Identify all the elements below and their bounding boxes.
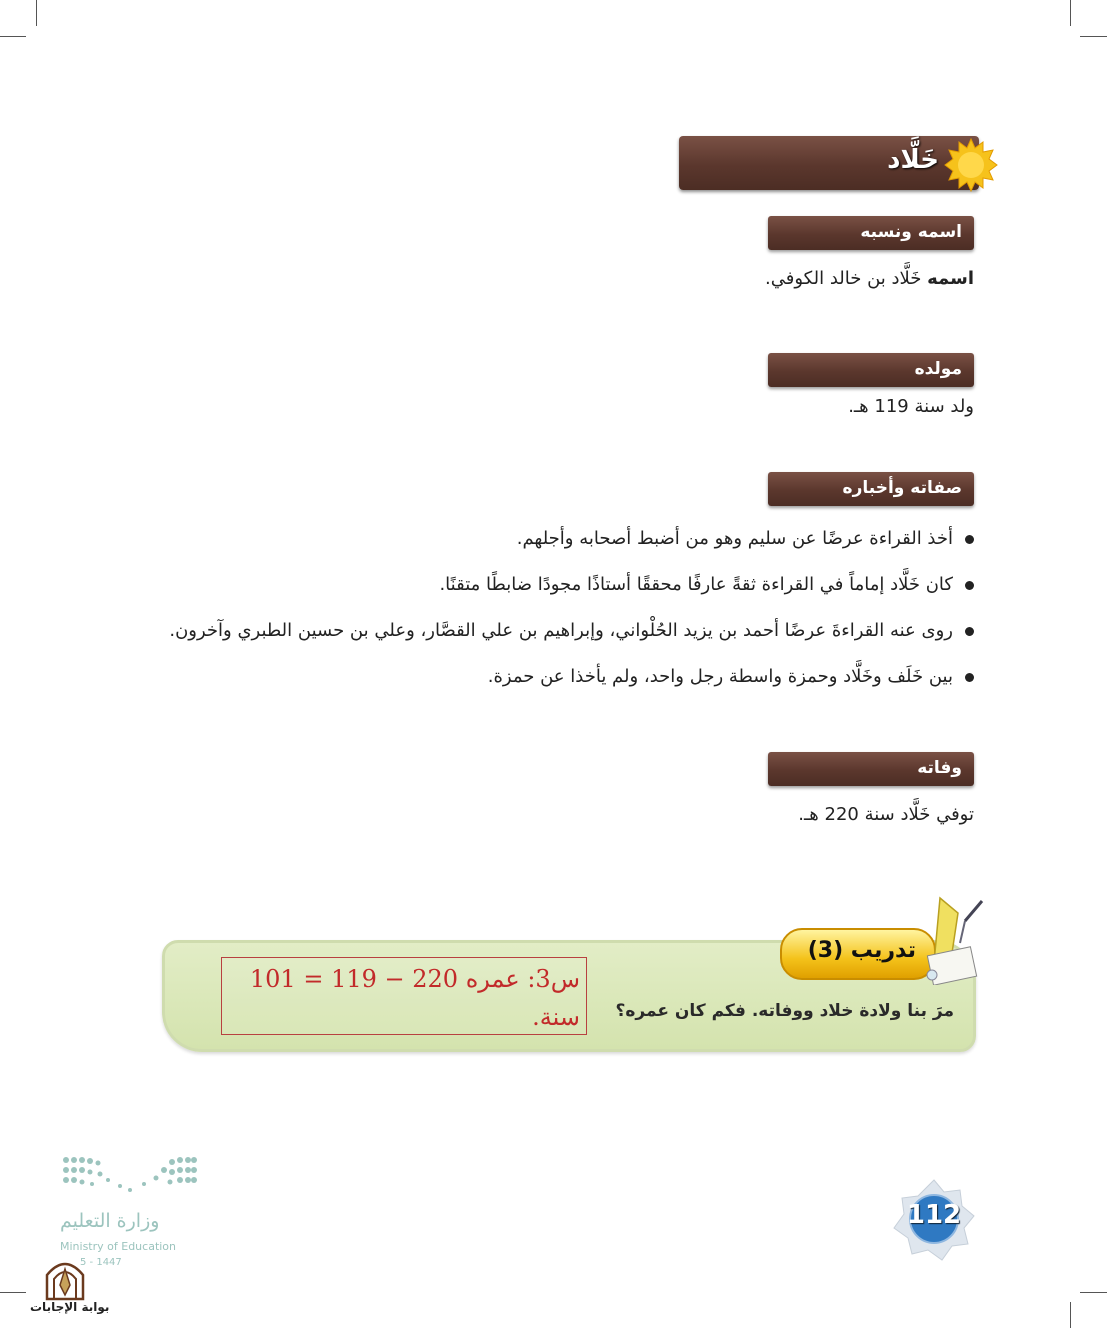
ministry-year: 5 - 1447: [80, 1257, 122, 1268]
section-header-birth: [768, 353, 974, 387]
sun-icon: [944, 138, 998, 192]
bullet-icon: [965, 535, 974, 544]
section-header-label: وفاته: [917, 758, 962, 778]
list-item: بين خَلَف وخَلَّاد وحمزة واسطة رجل واحد، ولم يأخذا عن حمزة.: [169, 662, 974, 708]
list-item: كان خَلَّاد إماماً في القراءة ثقةً عارفًا محققًا أستاذًا مجودًا ضابطًا متقنًا.: [169, 570, 974, 616]
crop-mark: [1070, 0, 1071, 26]
bullet-icon: [965, 673, 974, 682]
ministry-name-english: Ministry of Education: [60, 1240, 177, 1253]
name-label: اسمه: [927, 268, 974, 289]
section-header-traits: [768, 472, 974, 506]
page-title: خَلَّاد: [887, 145, 939, 175]
section-header-label: صفاته وأخباره: [842, 478, 962, 498]
bullet-icon: [965, 627, 974, 636]
death-paragraph: توفي خَلَّاد سنة 220 هـ.: [798, 804, 974, 825]
crop-mark: [0, 1292, 26, 1293]
title-banner: [679, 136, 979, 190]
crop-mark: [0, 36, 26, 37]
list-item: روى عنه القراءةَ عرضًا أحمد بن يزيد الحُلْواني، وإبراهيم بن علي القصَّار، وعلي بن حسين الطبري وآخرون.: [169, 616, 974, 662]
section-header-label: اسمه ونسبه: [860, 222, 962, 242]
ministry-name-arabic: وزارة التعليم: [60, 1210, 160, 1232]
traits-list: [169, 524, 974, 708]
ministry-logo-icon: [60, 1152, 200, 1202]
crop-mark: [1070, 1302, 1071, 1328]
site-logo-icon: [42, 1255, 88, 1301]
section-header-label: مولده: [914, 359, 962, 379]
section-header-death: [768, 752, 974, 786]
list-item: أخذ القراءة عرضًا عن سليم وهو من أضبط أصحابه وأجلهم.: [169, 524, 974, 570]
crop-mark: [1080, 36, 1107, 37]
site-name: بوابة الإجابات: [30, 1300, 110, 1314]
birth-paragraph: ولد سنة 119 هـ.: [848, 396, 974, 417]
crop-mark: [36, 0, 37, 26]
name-text: خَلَّاد بن خالد الكوفي.: [765, 268, 928, 289]
answer-text: س3: عمره 220 − 119 = 101 سنة.: [249, 965, 580, 1031]
pen-notebook-icon: [910, 893, 990, 985]
section-header-name: [768, 216, 974, 250]
page-number: 112: [906, 1200, 962, 1230]
answer-box[interactable]: [221, 957, 587, 1035]
practice-label: تدريب (3): [807, 938, 916, 963]
bullet-icon: [965, 581, 974, 590]
name-paragraph: [765, 268, 974, 289]
crop-mark: [1080, 1292, 1107, 1293]
practice-question: مرَ بنا ولادة خلاد ووفاته. فكم كان عمره؟: [615, 1001, 954, 1021]
